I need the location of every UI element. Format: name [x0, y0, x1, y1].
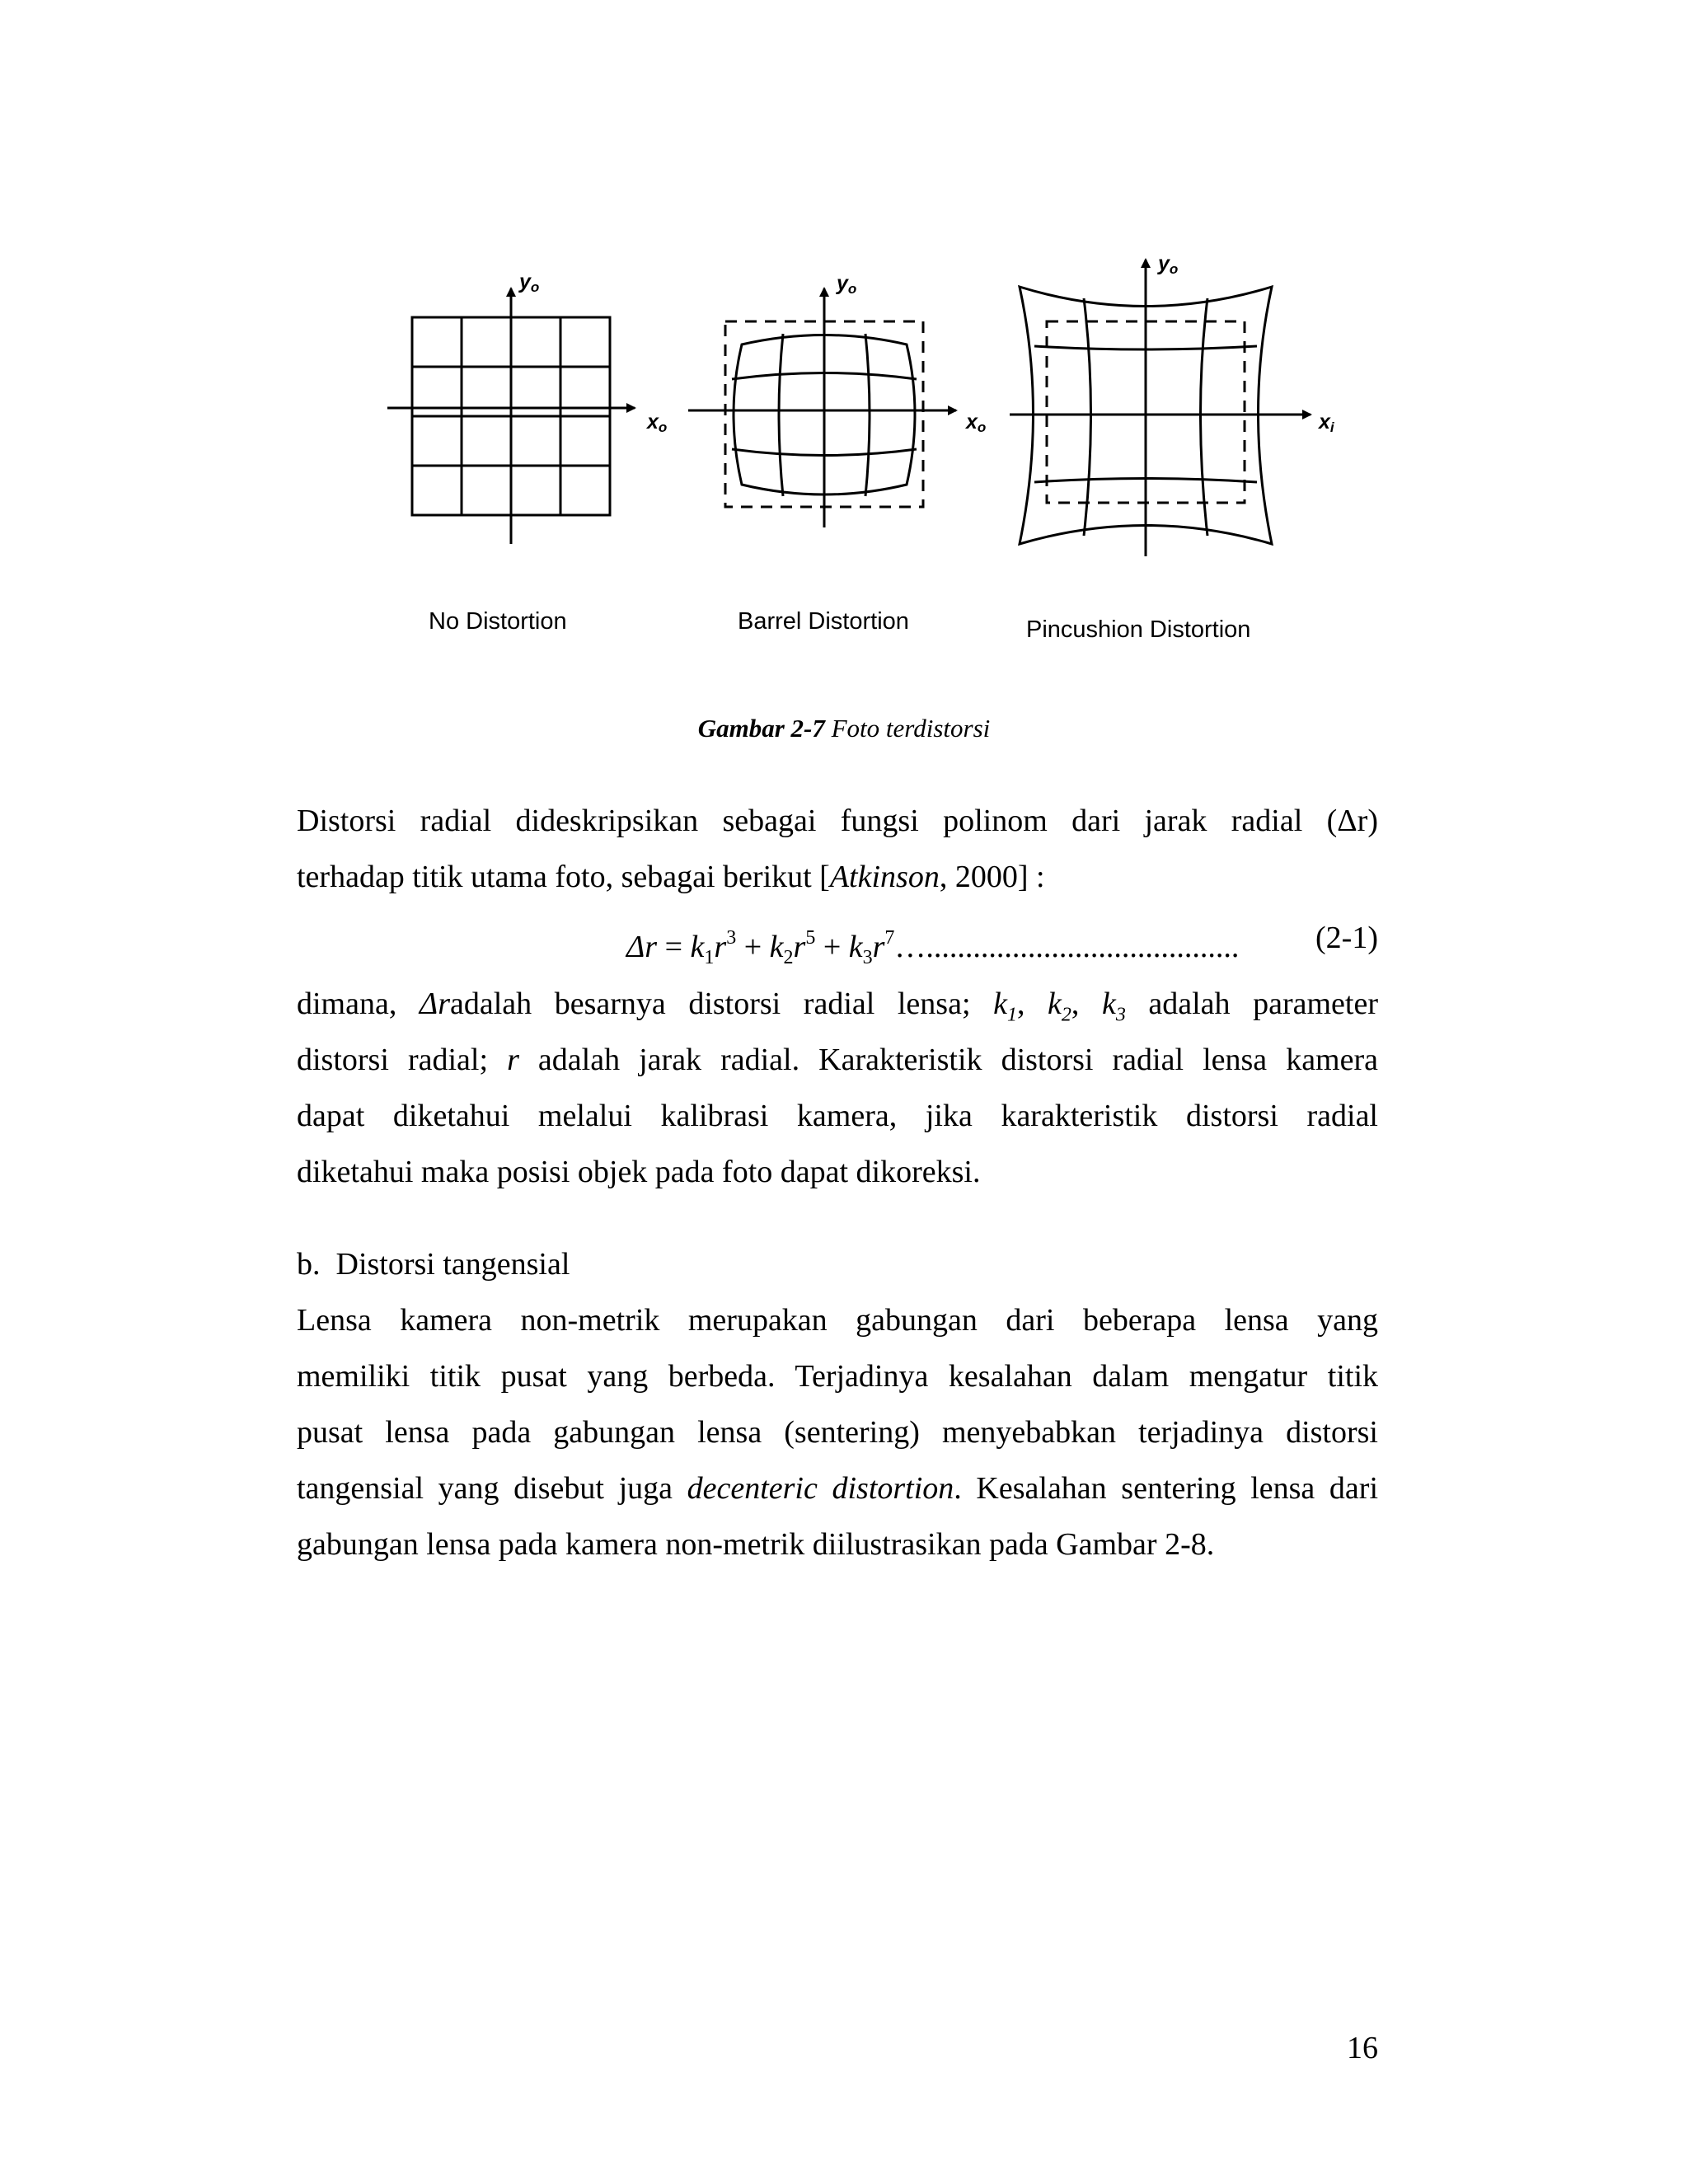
panel3-x-axis-label: $x_i$	[1319, 410, 1334, 435]
text-line: dapat diketahui melalui kalibrasi kamera, jika karakteristik distorsi radial	[297, 1099, 1378, 1133]
term-decenteric: decenteric distortion	[687, 1471, 954, 1506]
panel3-label: Pincushion Distortion	[1026, 616, 1251, 643]
text-line: memiliki titik pusat yang berbeda. Terjadinya kesalahan dalam mengatur titik	[297, 1359, 1378, 1394]
page-number: 16	[1347, 2031, 1378, 2065]
heading-text: Distorsi tangensial	[335, 1247, 570, 1282]
panel3-y-axis-label: $y_o$	[1158, 252, 1179, 277]
panel2-x-axis-label: $x_o$	[966, 410, 987, 435]
caption-text: Foto terdistorsi	[831, 714, 991, 743]
panel2-y-axis-label: $y_o$	[837, 272, 857, 297]
equation-number: (2-1)	[1315, 921, 1378, 955]
distortion-figure	[387, 247, 1352, 659]
equation-leader-dots: …........................................	[894, 930, 1240, 964]
panel1-y-axis-label: $y_o$	[519, 270, 540, 295]
text-line: tangensial yang disebut juga decenteric distortion. Kesalahan sentering lensa dari	[297, 1471, 1378, 1506]
panel1-x-axis-label: $x_o$	[647, 410, 668, 435]
panel2-label: Barrel Distortion	[738, 608, 909, 635]
heading-marker: b.	[297, 1247, 321, 1282]
distortion-diagrams	[387, 247, 1352, 659]
figure-caption	[0, 715, 1688, 741]
equation-2-1	[626, 913, 1378, 982]
text-line: terhadap titik utama foto, sebagai berikut [Atkinson, 2000] :	[297, 860, 1045, 894]
text-line: dimana, Δradalah besarnya distorsi radial lensa; $k_1$, $k_2$, $k_3$ adalah parameter	[297, 987, 1378, 1026]
text-line: diketahui maka posisi objek pada foto dapat dikoreksi.	[297, 1155, 981, 1189]
citation-author: Atkinson	[829, 860, 940, 894]
paragraph-radial-intro	[297, 793, 1378, 905]
text-line: Distorsi radial dideskripsikan sebagai fungsi polinom dari jarak radial (Δr)	[297, 804, 1378, 838]
text-line: distorsi radial; r adalah jarak radial. Karakteristik distorsi radial lensa kamera	[297, 1043, 1378, 1077]
text-line: gabungan lensa pada kamera non-metrik diilustrasikan pada Gambar 2-8.	[297, 1527, 1215, 1562]
text-line: pusat lensa pada gabungan lensa (sentering) menyebabkan terjadinya distorsi	[297, 1415, 1378, 1450]
paragraph-radial-definition	[297, 976, 1378, 1200]
equation-formula: $\Delta r = k_1r^3 + k_2r^5 + k_3r^7$	[626, 927, 895, 968]
section-heading	[297, 1236, 570, 1292]
panel1-label: No Distortion	[429, 608, 567, 635]
caption-number: Gambar 2-7	[697, 714, 825, 743]
text-line: Lensa kamera non-metrik merupakan gabungan dari beberapa lensa yang	[297, 1303, 1378, 1338]
paragraph-tangential	[297, 1292, 1378, 1572]
